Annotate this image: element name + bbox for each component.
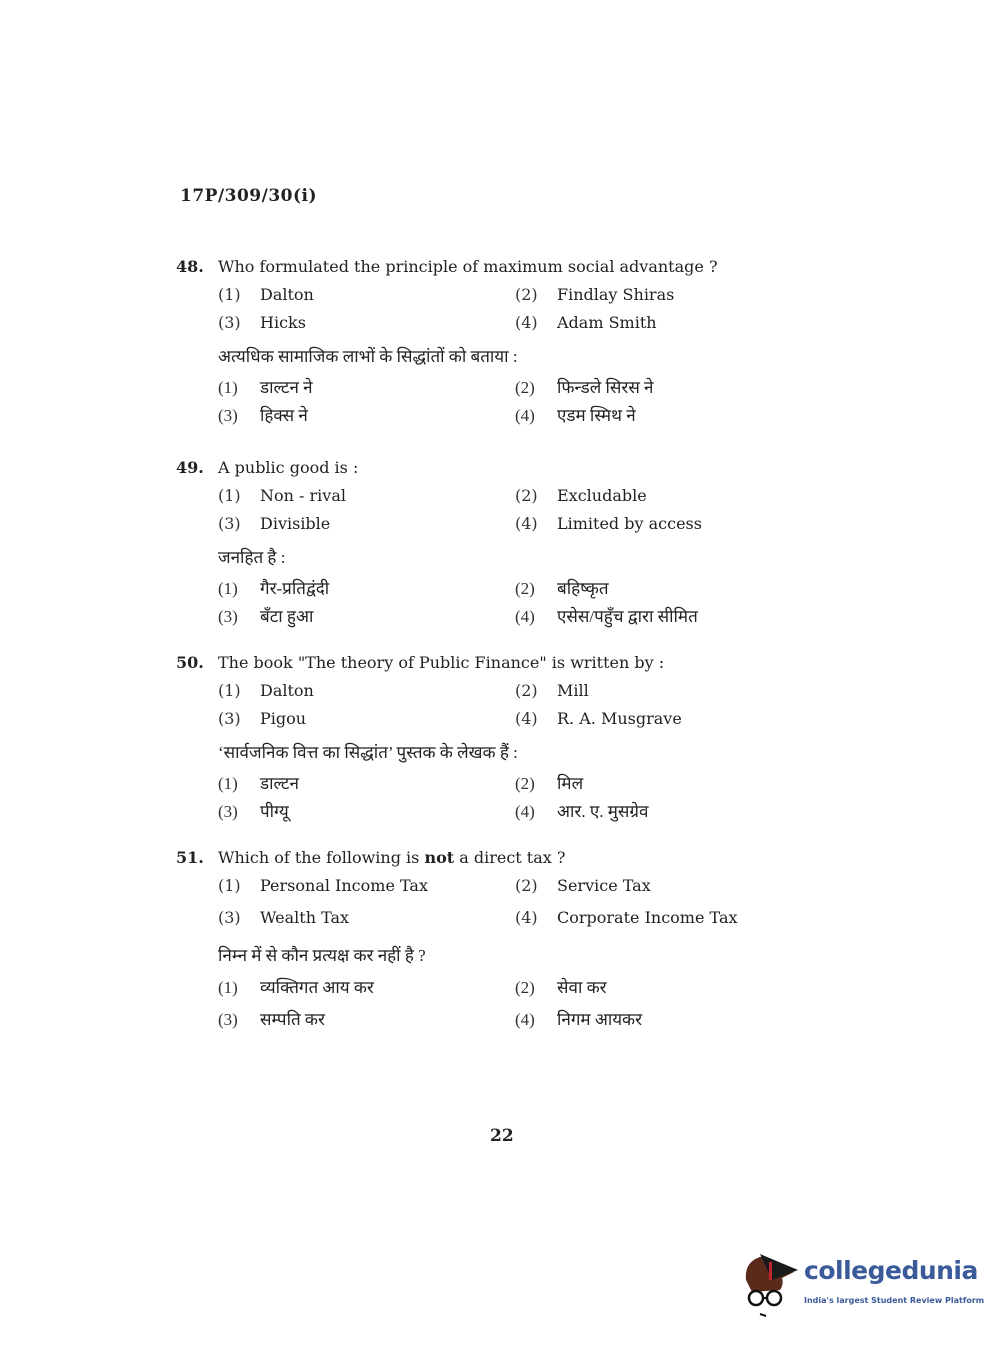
option-text: व्यक्तिगत आय कर bbox=[260, 978, 374, 997]
option-label: (2) bbox=[515, 579, 535, 598]
option-row bbox=[176, 312, 796, 340]
option-text: R. A. Musgrave bbox=[557, 709, 682, 728]
option-text: Wealth Tax bbox=[260, 908, 350, 927]
hindi-question-text: जनहित है : bbox=[218, 548, 286, 567]
option-label: (4) bbox=[515, 908, 538, 927]
option-row bbox=[176, 513, 796, 541]
option-text: आर. ए. मुसग्रेव bbox=[557, 802, 649, 821]
option-row bbox=[176, 284, 796, 312]
option-label: (1) bbox=[218, 876, 241, 895]
option-label: (1) bbox=[218, 579, 238, 598]
hindi-option-row bbox=[176, 405, 796, 433]
option-text: डाल्टन bbox=[260, 774, 299, 793]
option-text: सेवा कर bbox=[557, 978, 607, 997]
option-label: (1) bbox=[218, 978, 238, 997]
option-row bbox=[176, 875, 796, 907]
option-label: (1) bbox=[218, 486, 241, 505]
option-text: Non - rival bbox=[260, 486, 346, 505]
question-49 bbox=[176, 457, 796, 634]
hindi-question-text: ‘सार्वजनिक वित्त का सिद्धांत’ पुस्तक के लेखक हैं : bbox=[218, 743, 518, 762]
option-label: (4) bbox=[515, 313, 538, 332]
option-text: Corporate Income Tax bbox=[557, 908, 738, 927]
hindi-option-row bbox=[176, 1009, 796, 1041]
question-row bbox=[176, 256, 796, 284]
question-number: 49. bbox=[176, 458, 204, 477]
option-label: (2) bbox=[515, 978, 535, 997]
option-label: (1) bbox=[218, 378, 238, 397]
question-text: Who formulated the principle of maximum social advantage ? bbox=[218, 257, 718, 276]
option-text: सम्पति कर bbox=[260, 1010, 325, 1029]
option-label: (3) bbox=[218, 607, 238, 626]
option-text: डाल्टन ने bbox=[260, 378, 313, 397]
question-text: The book "The theory of Public Finance" is written by : bbox=[218, 653, 665, 672]
question-number: 48. bbox=[176, 257, 204, 276]
hindi-question-text: निम्न में से कौन प्रत्यक्ष कर नहीं है ? bbox=[218, 946, 426, 965]
option-row bbox=[176, 485, 796, 513]
option-text: बहिष्कृत bbox=[557, 579, 609, 598]
option-text: Excludable bbox=[557, 486, 647, 505]
question-text: A public good is : bbox=[218, 458, 359, 477]
brand-tagline: India's largest Student Review Platform bbox=[804, 1296, 985, 1305]
option-label: (4) bbox=[515, 514, 538, 533]
paper-code: 17P/309/30(i) bbox=[180, 186, 318, 206]
option-text: Limited by access bbox=[557, 514, 702, 533]
option-label: (4) bbox=[515, 709, 538, 728]
question-text-part: Which of the following is bbox=[218, 848, 425, 867]
option-label: (4) bbox=[515, 802, 535, 821]
option-text: एडम स्मिथ ने bbox=[557, 406, 636, 425]
option-label: (2) bbox=[515, 681, 538, 700]
hindi-option-row bbox=[176, 801, 796, 829]
option-text: निगम आयकर bbox=[557, 1010, 643, 1029]
option-text: Service Tax bbox=[557, 876, 651, 895]
question-50 bbox=[176, 652, 796, 829]
option-label: (1) bbox=[218, 681, 241, 700]
question-row bbox=[176, 847, 796, 875]
option-text: बँटा हुआ bbox=[260, 607, 314, 626]
question-row bbox=[176, 457, 796, 485]
option-label: (3) bbox=[218, 1010, 238, 1029]
emphasis-not: not bbox=[424, 848, 455, 867]
question-row bbox=[176, 652, 796, 680]
hindi-question-row bbox=[176, 340, 796, 377]
option-label: (3) bbox=[218, 514, 241, 533]
option-row bbox=[176, 708, 796, 736]
option-label: (3) bbox=[218, 709, 241, 728]
option-text: गैर-प्रतिद्वंदी bbox=[260, 579, 330, 598]
option-label: (3) bbox=[218, 908, 241, 927]
hindi-option-row bbox=[176, 773, 796, 801]
question-51 bbox=[176, 847, 796, 1041]
option-text: Hicks bbox=[260, 313, 306, 332]
option-label: (3) bbox=[218, 802, 238, 821]
hindi-option-row bbox=[176, 977, 796, 1009]
option-text: Dalton bbox=[260, 681, 314, 700]
hindi-option-row bbox=[176, 578, 796, 606]
question-48 bbox=[176, 256, 796, 433]
hindi-question-text: अत्यधिक सामाजिक लाभों के सिद्धांतों को बताया : bbox=[218, 347, 518, 366]
option-text: एसेस/पहुँच द्वारा सीमित bbox=[557, 607, 698, 626]
option-text: फिन्डले सिरस ने bbox=[557, 378, 654, 397]
hindi-option-row bbox=[176, 606, 796, 634]
mascot-icon bbox=[742, 1250, 802, 1320]
option-row bbox=[176, 907, 796, 939]
option-label: (4) bbox=[515, 607, 535, 626]
collegedunia-logo bbox=[742, 1250, 985, 1320]
option-text: Divisible bbox=[260, 514, 331, 533]
option-text: Dalton bbox=[260, 285, 314, 304]
option-text: Pigou bbox=[260, 709, 307, 728]
option-label: (2) bbox=[515, 876, 538, 895]
hindi-question-row bbox=[176, 736, 796, 773]
option-text: हिक्स ने bbox=[260, 406, 308, 425]
option-text: Findlay Shiras bbox=[557, 285, 675, 304]
option-label: (2) bbox=[515, 486, 538, 505]
option-text: पीग्यू bbox=[260, 802, 289, 821]
option-label: (3) bbox=[218, 313, 241, 332]
question-text-part: a direct tax ? bbox=[454, 848, 566, 867]
option-label: (1) bbox=[218, 285, 241, 304]
option-row bbox=[176, 680, 796, 708]
option-text: मिल bbox=[557, 774, 584, 793]
option-label: (2) bbox=[515, 378, 535, 397]
hindi-question-row bbox=[176, 541, 796, 578]
question-text bbox=[218, 847, 565, 869]
option-label: (4) bbox=[515, 1010, 535, 1029]
question-number: 50. bbox=[176, 653, 204, 672]
brand-name: collegedunia bbox=[804, 1256, 978, 1285]
hindi-question-row bbox=[176, 939, 796, 977]
page-number: 22 bbox=[490, 1126, 514, 1146]
option-label: (4) bbox=[515, 406, 535, 425]
question-number: 51. bbox=[176, 848, 204, 867]
option-label: (1) bbox=[218, 774, 238, 793]
hindi-option-row bbox=[176, 377, 796, 405]
option-label: (2) bbox=[515, 285, 538, 304]
option-text: Mill bbox=[557, 681, 589, 700]
option-label: (3) bbox=[218, 406, 238, 425]
option-label: (2) bbox=[515, 774, 535, 793]
option-text: Personal Income Tax bbox=[260, 876, 428, 895]
option-text: Adam Smith bbox=[557, 313, 657, 332]
